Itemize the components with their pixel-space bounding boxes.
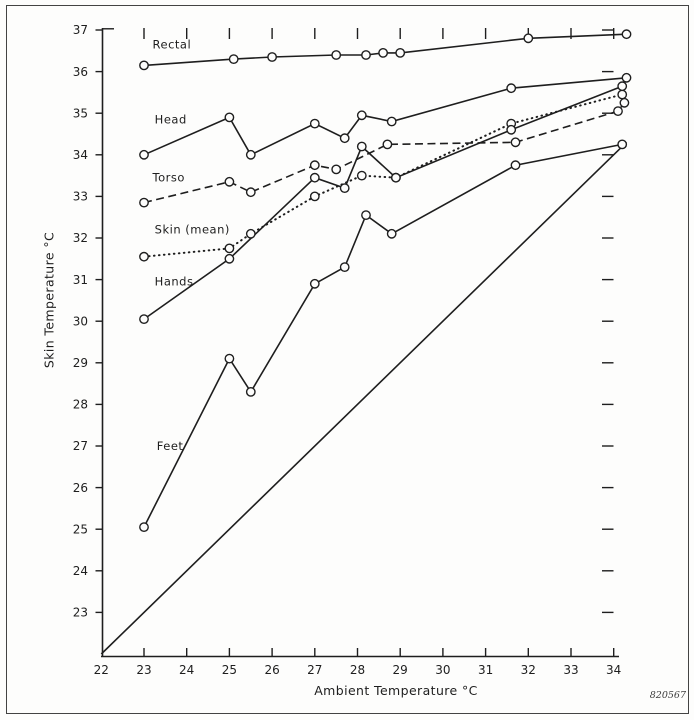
data-point-feet — [341, 263, 349, 271]
data-point-skin-mean — [358, 171, 366, 179]
data-point-hands — [341, 184, 349, 192]
x-tick-label: 25 — [221, 663, 238, 677]
data-point-feet — [362, 211, 370, 219]
x-tick-label: 23 — [136, 663, 152, 677]
data-point-rectal — [396, 49, 404, 57]
y-tick-label: 26 — [72, 480, 88, 495]
x-tick-label: 22 — [93, 663, 109, 677]
data-point-hands — [507, 126, 515, 134]
y-tick-label: 24 — [72, 564, 88, 578]
data-point-torso — [383, 140, 391, 148]
y-tick-label: 35 — [72, 106, 88, 121]
data-point-torso — [225, 178, 233, 186]
y-tick-label: 36 — [72, 64, 88, 79]
y-tick-label: 37 — [72, 23, 88, 38]
data-point-rectal — [332, 51, 340, 59]
data-point-head — [225, 113, 233, 121]
data-point-torso — [620, 99, 628, 107]
series-lines — [101, 34, 626, 654]
x-tick-label: 28 — [349, 663, 366, 677]
data-point-head — [341, 134, 349, 142]
y-tick-label: 29 — [72, 356, 88, 370]
series-labels — [152, 38, 230, 453]
x-axis-title: Ambient Temperature °C — [314, 683, 478, 698]
x-tick-label: 32 — [520, 663, 536, 677]
data-point-feet — [388, 230, 396, 238]
y-tick-label: 32 — [72, 231, 88, 246]
data-point-hands — [358, 142, 366, 150]
data-point-torso — [247, 188, 255, 196]
data-point-feet — [618, 140, 626, 148]
y-tick-label: 23 — [72, 605, 88, 620]
data-point-head — [388, 117, 396, 125]
y-tick-label: 28 — [72, 397, 88, 412]
x-tick-label: 29 — [392, 663, 408, 677]
data-point-hands — [618, 82, 626, 90]
x-tick-label: 26 — [264, 663, 280, 677]
y-tick-label: 30 — [72, 314, 88, 329]
series-path-torso — [144, 103, 624, 203]
data-point-head — [140, 151, 148, 159]
y-axis-title: Skin Temperature °C — [41, 231, 57, 369]
data-point-head — [622, 74, 630, 82]
series-label-skin-mean: Skin (mean) — [154, 222, 230, 237]
data-point-hands — [392, 174, 400, 182]
data-point-head — [358, 111, 366, 119]
figure-number: 820567 — [649, 690, 686, 701]
data-point-skin-mean — [225, 244, 233, 252]
series-path-hands — [144, 86, 622, 319]
series-path-feet — [144, 144, 622, 527]
data-point-feet — [311, 280, 319, 288]
data-point-head — [507, 84, 515, 92]
data-point-torso — [511, 138, 519, 146]
y-tick-label: 31 — [72, 272, 88, 287]
x-tick-label: 31 — [477, 663, 494, 677]
series-label-rectal: Rectal — [152, 37, 192, 52]
data-point-hands — [225, 255, 233, 263]
data-point-rectal — [362, 51, 370, 59]
data-point-skin-mean — [311, 192, 319, 200]
data-point-rectal — [140, 61, 148, 69]
data-point-skin-mean — [247, 230, 255, 238]
data-point-feet — [140, 523, 148, 531]
data-point-head — [247, 151, 255, 159]
x-tick-label: 27 — [307, 663, 323, 677]
y-tick-label: 34 — [72, 148, 88, 162]
y-tick-label: 27 — [72, 439, 88, 454]
data-point-skin-mean — [618, 90, 626, 98]
data-point-rectal — [524, 34, 532, 42]
data-point-rectal — [622, 30, 630, 38]
x-tick-label: 33 — [563, 663, 579, 677]
series-label-torso: Torso — [152, 170, 185, 185]
data-point-torso — [332, 165, 340, 173]
series-label-head: Head — [154, 112, 187, 127]
x-tick-label: 30 — [435, 663, 451, 677]
data-point-torso — [311, 161, 319, 169]
data-point-torso — [140, 198, 148, 206]
data-point-rectal — [230, 55, 238, 63]
series-markers — [140, 30, 631, 531]
x-tick-label: 34 — [606, 663, 622, 677]
data-point-feet — [247, 388, 255, 396]
data-point-torso — [614, 107, 622, 115]
data-point-rectal — [268, 53, 276, 61]
x-tick-label: 24 — [179, 663, 195, 677]
data-point-skin-mean — [140, 253, 148, 261]
data-point-head — [311, 119, 319, 127]
data-point-hands — [140, 315, 148, 323]
data-point-hands — [311, 174, 319, 182]
y-tick-label: 25 — [72, 522, 88, 537]
series-label-feet: Feet — [156, 439, 184, 453]
data-point-feet — [511, 161, 519, 169]
data-point-feet — [225, 354, 233, 362]
series-label-hands: Hands — [154, 274, 194, 289]
data-point-rectal — [379, 49, 387, 57]
y-tick-label: 33 — [72, 189, 88, 204]
